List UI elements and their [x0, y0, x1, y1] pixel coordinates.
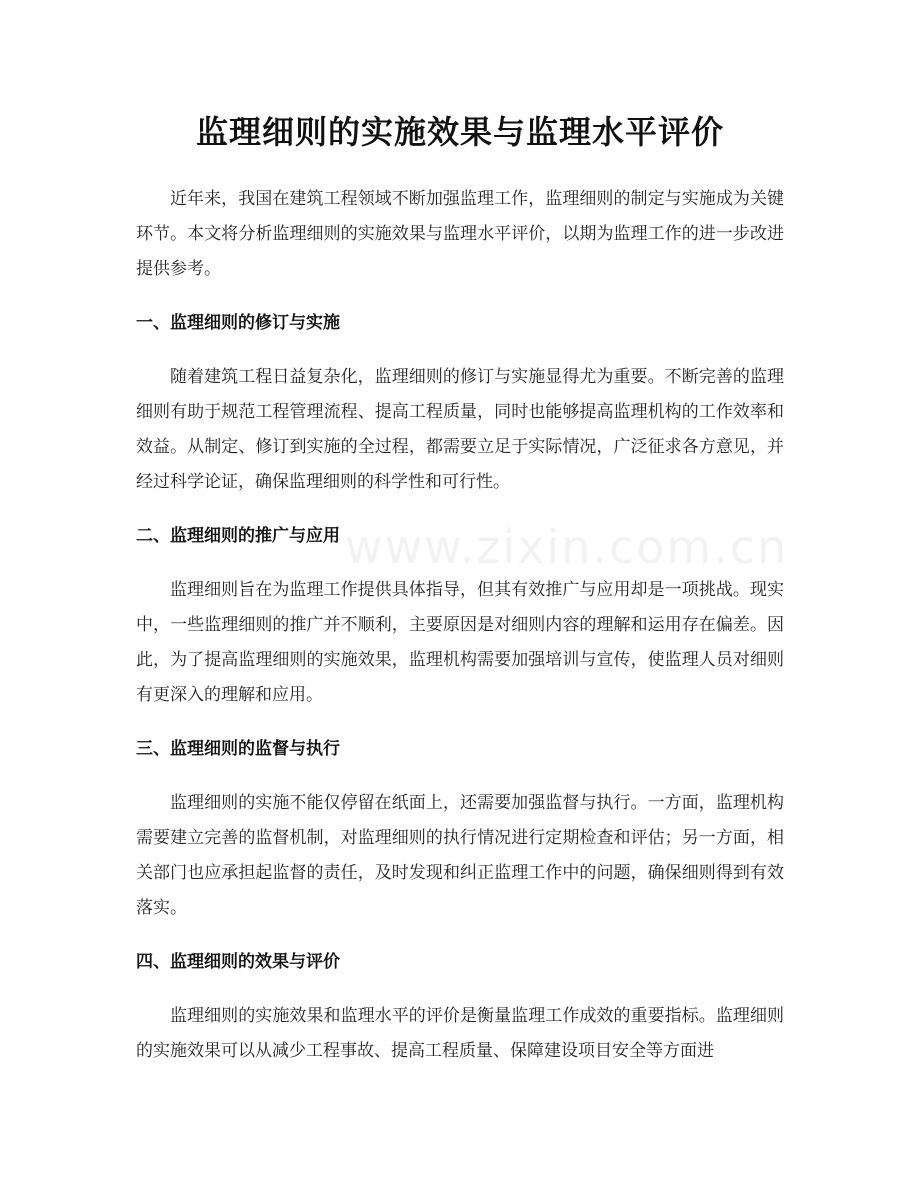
section-heading-4: 四、监理细则的效果与评价 — [136, 952, 340, 972]
page-title: 监理细则的实施效果与监理水平评价 — [195, 113, 724, 151]
section-heading-1: 一、监理细则的修订与实施 — [136, 313, 340, 333]
document-body — [136, 182, 789, 1069]
section-heading-2: 二、监理细则的推广与应用 — [136, 526, 340, 546]
section-heading-3: 三、监理细则的监督与执行 — [136, 739, 340, 759]
section-paragraph-1: 随着建筑工程日益复杂化，监理细则的修订与实施显得尤为重要。不断完善的监理细则有助于规范工程管理流程、提高工程质量，同时也能够提高监理机构的工作效率和效益。从制定、修订到实施的全过程，都需要立足于实际情况，广泛征求各方意见，并经过科学论证，确保监理细则的科学性和可行性。 — [136, 367, 784, 492]
section-paragraph-3: 监理细则的实施不能仅停留在纸面上，还需要加强监督与执行。一方面，监理机构需要建立完善的监督机制，对监理细则的执行情况进行定期检查和评估；另一方面，相关部门也应承担起监督的责任，及时发现和纠正监理工作中的问题，确保细则得到有效落实。 — [136, 793, 784, 918]
intro-paragraph: 近年来，我国在建筑工程领域不断加强监理工作，监理细则的制定与实施成为关键环节。本文将分析监理细则的实施效果与监理水平评价，以期为监理工作的进一步改进提供参考。 — [136, 189, 784, 279]
section-paragraph-2: 监理细则旨在为监理工作提供具体指导，但其有效推广与应用却是一项挑战。现实中，一些监理细则的推广并不顺利，主要原因是对细则内容的理解和运用存在偏差。因此，为了提高监理细则的实施效果，监理机构需要加强培训与宣传，使监理人员对细则有更深入的理解和应用。 — [136, 580, 784, 705]
watermark: www.zixin.com.cn — [345, 520, 789, 574]
section-paragraph-4: 监理细则的实施效果和监理水平的评价是衡量监理工作成效的重要指标。监理细则的实施效果可以从减少工程事故、提高工程质量、保障建设项目安全等方面进 — [136, 1006, 784, 1061]
